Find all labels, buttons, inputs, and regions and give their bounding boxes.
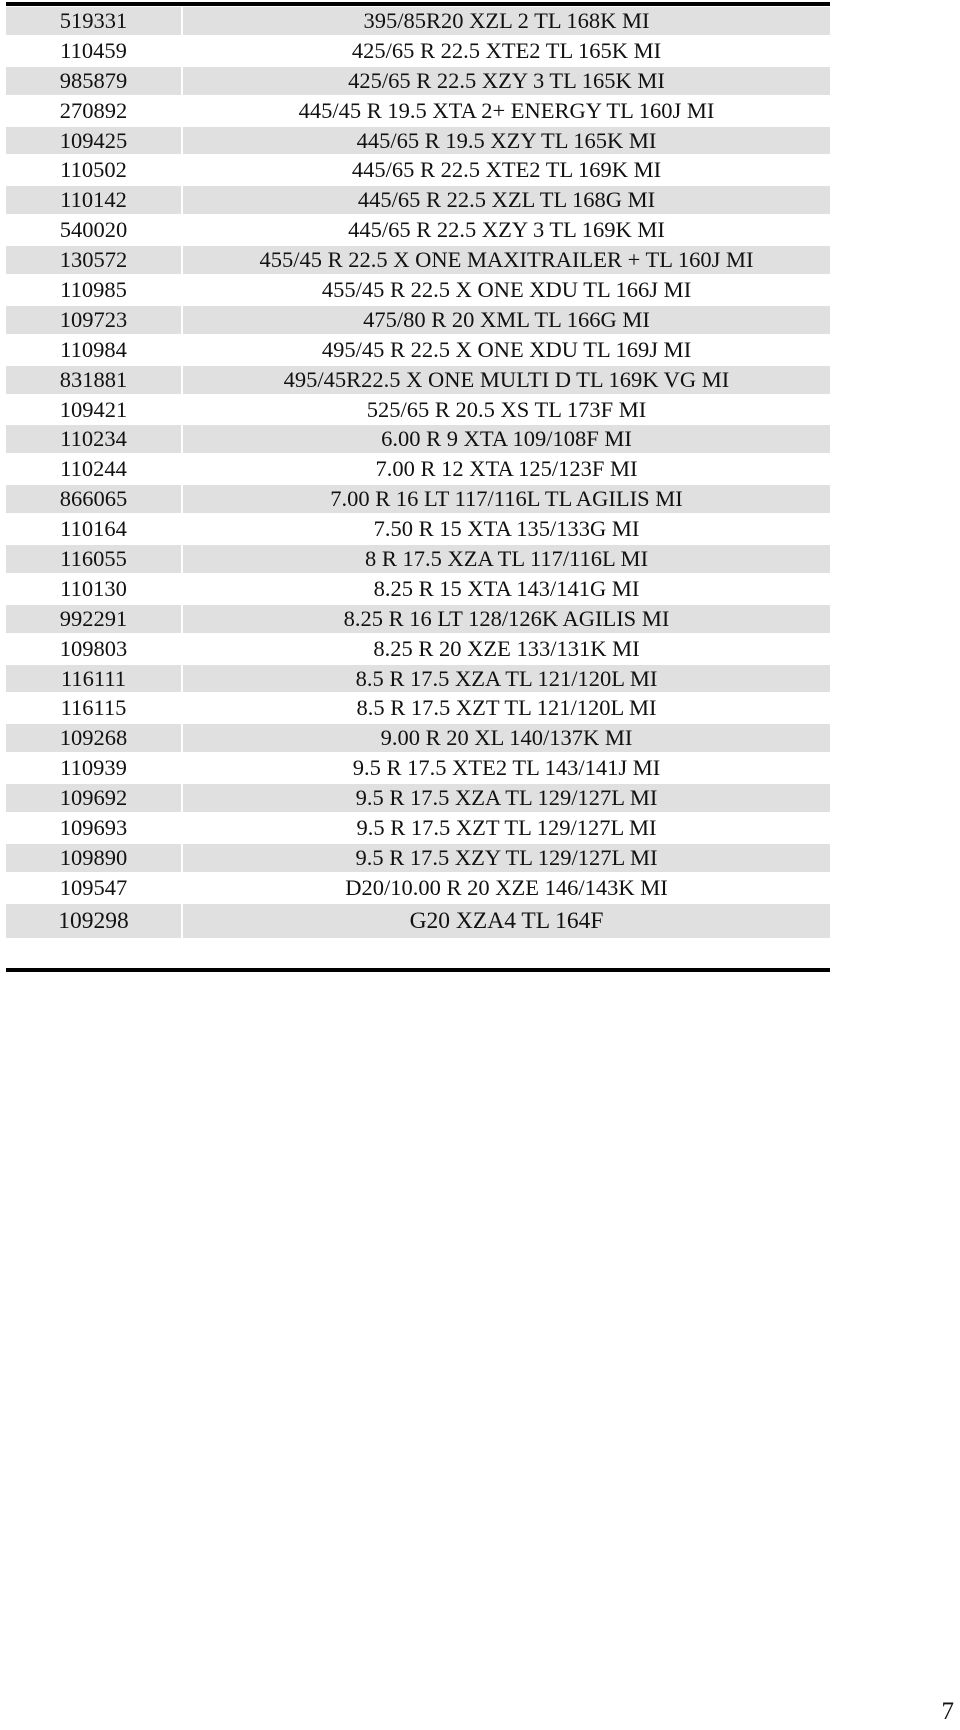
- tire-description: 8 R 17.5 XZA TL 117/116L MI: [364, 546, 649, 572]
- article-code: 109298: [58, 907, 129, 934]
- article-code: 110244: [60, 456, 127, 482]
- article-code: 110130: [60, 575, 127, 601]
- table-row: [6, 783, 830, 813]
- table-row: [6, 395, 830, 425]
- tire-description: 8.25 R 20 XZE 133/131K MI: [373, 635, 640, 661]
- table-row: [6, 723, 830, 753]
- table-row: [6, 634, 830, 664]
- tire-description: 495/45 R 22.5 X ONE XDU TL 169J MI: [321, 336, 692, 362]
- article-code: 109547: [59, 874, 128, 900]
- article-code: 866065: [59, 486, 128, 512]
- tire-description: 455/45 R 22.5 X ONE XDU TL 166J MI: [321, 277, 692, 303]
- table-row: [6, 753, 830, 783]
- tire-description: 445/65 R 22.5 XZL TL 168G MI: [357, 187, 656, 213]
- table-row: [6, 66, 830, 96]
- tire-description: 455/45 R 22.5 X ONE MAXITRAILER + TL 160J MI: [259, 247, 754, 273]
- article-code: 109268: [59, 725, 128, 751]
- table-row: [6, 275, 830, 305]
- table-row: [6, 514, 830, 544]
- tire-description: 9.5 R 17.5 XZA TL 129/127L MI: [355, 785, 658, 811]
- article-code: 109692: [59, 785, 128, 811]
- tire-description: 425/65 R 22.5 XZY 3 TL 165K MI: [348, 67, 665, 93]
- tire-description: 445/45 R 19.5 XTA 2+ ENERGY TL 160J MI: [298, 97, 715, 123]
- article-code: 831881: [59, 366, 128, 392]
- article-code: 110234: [60, 426, 127, 452]
- article-code: 116111: [61, 665, 126, 691]
- tire-description: 8.5 R 17.5 XZT TL 121/120L MI: [356, 695, 657, 721]
- table-row: [6, 693, 830, 723]
- article-code: 110502: [60, 157, 127, 183]
- tire-description: 475/80 R 20 XML TL 166G MI: [363, 306, 650, 332]
- article-code: 110164: [60, 516, 127, 542]
- table-row: [6, 365, 830, 395]
- article-code: 109693: [59, 815, 128, 841]
- tire-description: 6.00 R 9 XTA 109/108F MI: [381, 426, 632, 452]
- table-row: [6, 424, 830, 454]
- tire-description: G20 XZA4 TL 164F: [409, 907, 604, 934]
- tire-description: D20/10.00 R 20 XZE 146/143K MI: [345, 874, 668, 900]
- table-row: [6, 574, 830, 604]
- tire-table: [6, 2, 830, 939]
- tire-description: 9.00 R 20 XL 140/137K MI: [380, 725, 633, 751]
- article-code: 109890: [59, 844, 128, 870]
- tire-description: 445/65 R 19.5 XZY TL 165K MI: [356, 127, 657, 153]
- table-row: [6, 155, 830, 185]
- table-row: [6, 126, 830, 156]
- article-code: 110459: [60, 37, 127, 63]
- article-code: 109723: [59, 306, 128, 332]
- article-code: 110984: [60, 336, 127, 362]
- article-code: 109425: [59, 127, 128, 153]
- tire-description: 9.5 R 17.5 XZT TL 129/127L MI: [356, 815, 657, 841]
- article-code: 110142: [60, 187, 127, 213]
- tire-description: 445/65 R 22.5 XZY 3 TL 169K MI: [348, 217, 665, 243]
- table-row: [6, 96, 830, 126]
- article-code: 109803: [59, 635, 128, 661]
- table-row: [6, 454, 830, 484]
- table-body: [6, 6, 830, 939]
- tire-description: 9.5 R 17.5 XTE2 TL 143/141J MI: [352, 755, 661, 781]
- article-code: 110985: [60, 277, 127, 303]
- article-code: 540020: [59, 217, 128, 243]
- tire-description: 7.50 R 15 XTA 135/133G MI: [373, 516, 640, 542]
- table-row: [6, 604, 830, 634]
- article-code: 519331: [59, 8, 128, 33]
- table-row: [6, 664, 830, 694]
- table-row: [6, 215, 830, 245]
- tire-description: 8.5 R 17.5 XZA TL 121/120L MI: [355, 665, 658, 691]
- article-code: 992291: [59, 605, 128, 631]
- table-row: [6, 903, 830, 939]
- tire-description: 8.25 R 16 LT 128/126K AGILIS MI: [343, 605, 670, 631]
- tire-description: 525/65 R 20.5 XS TL 173F MI: [366, 396, 647, 422]
- tire-description: 9.5 R 17.5 XZY TL 129/127L MI: [355, 844, 658, 870]
- tire-description: 395/85R20 XZL 2 TL 168K MI: [363, 8, 650, 33]
- tire-description: 495/45R22.5 X ONE MULTI D TL 169K VG MI: [283, 366, 730, 392]
- tire-description: 8.25 R 15 XTA 143/141G MI: [373, 575, 640, 601]
- table-row: [6, 6, 830, 36]
- table-row: [6, 544, 830, 574]
- table-row: [6, 484, 830, 514]
- article-code: 130572: [59, 247, 128, 273]
- table-row: [6, 813, 830, 843]
- table-row: [6, 873, 830, 903]
- article-code: 110939: [60, 755, 127, 781]
- article-code: 109421: [59, 396, 128, 422]
- table-row: [6, 185, 830, 215]
- article-code: 985879: [59, 67, 128, 93]
- page-number: 7: [941, 1698, 954, 1725]
- tire-description: 425/65 R 22.5 XTE2 TL 165K MI: [351, 37, 662, 63]
- table-row: [6, 843, 830, 873]
- article-code: 116055: [60, 546, 127, 572]
- tire-description: 7.00 R 12 XTA 125/123F MI: [375, 456, 638, 482]
- table-row: [6, 335, 830, 365]
- table-row: [6, 36, 830, 66]
- table-row: [6, 245, 830, 275]
- tire-description: 445/65 R 22.5 XTE2 TL 169K MI: [351, 157, 662, 183]
- table-bottom-rule: [6, 968, 830, 972]
- article-code: 116115: [60, 695, 127, 721]
- article-code: 270892: [59, 97, 128, 123]
- tire-description: 7.00 R 16 LT 117/116L TL AGILIS MI: [330, 486, 683, 512]
- table-row: [6, 305, 830, 335]
